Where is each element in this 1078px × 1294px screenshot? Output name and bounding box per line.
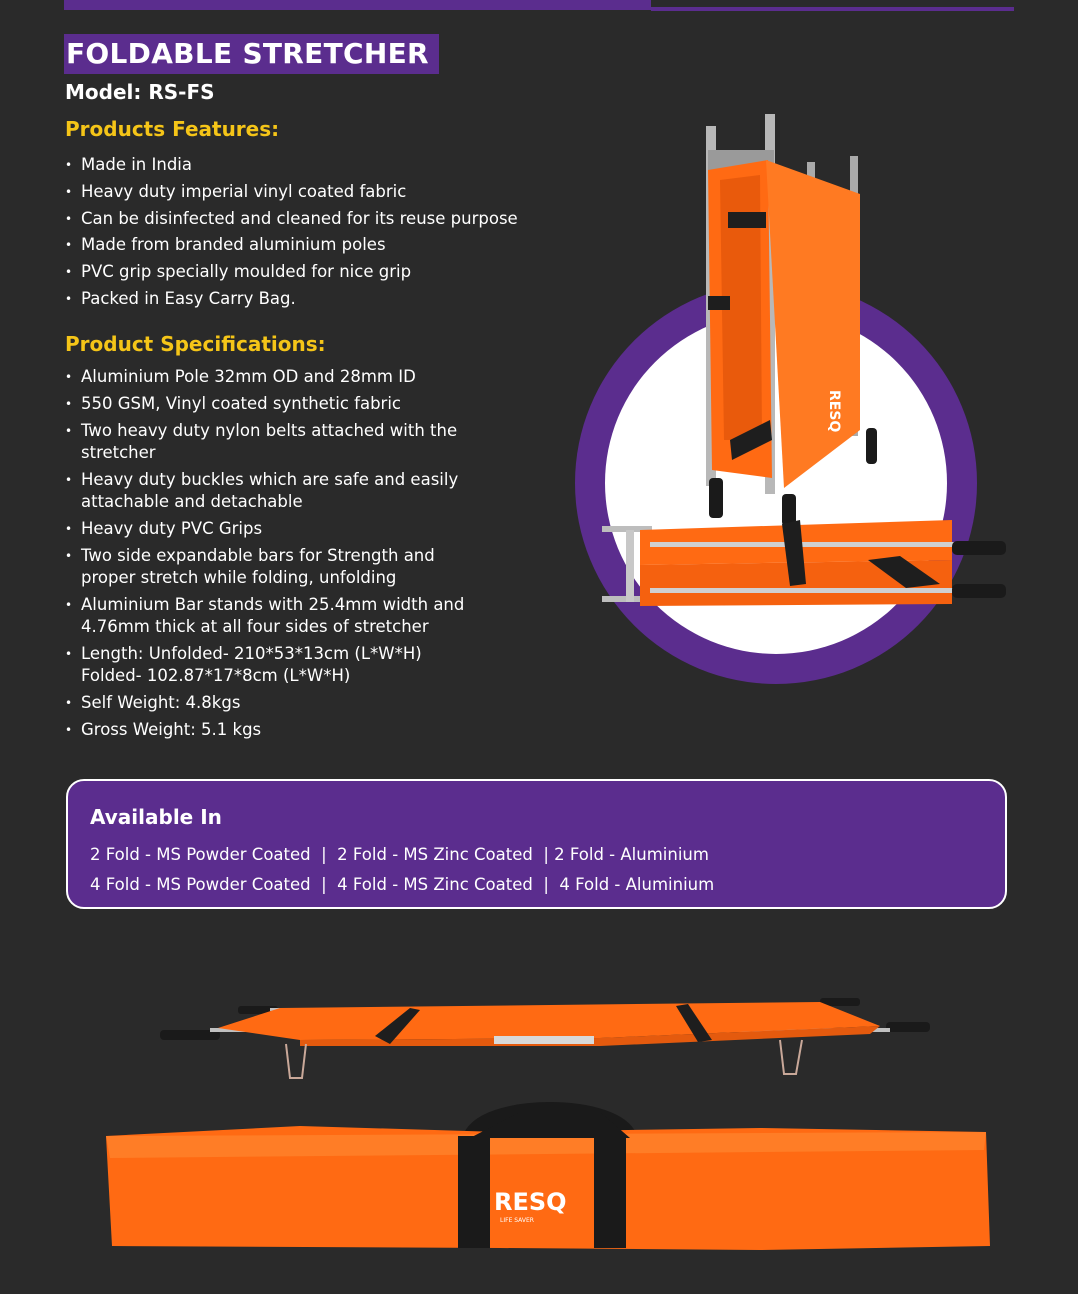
spec-line: Heavy duty PVC Grips [81, 519, 263, 538]
spec-line: 4.76mm thick at all four sides of stretcher [81, 617, 429, 636]
feature-item: • Made from branded aluminium poles [65, 234, 518, 256]
spec-line: Folded- 102.87*17*8cm (L*W*H) [81, 666, 351, 685]
feature-item: • Made in India [65, 154, 518, 176]
spec-line: Two side expandable bars for Strength and [81, 546, 435, 565]
spec-line: Aluminium Pole 32mm OD and 28mm ID [81, 367, 416, 386]
spec-line: Gross Weight: 5.1 kgs [81, 720, 262, 739]
page-title: FOLDABLE STRETCHER [64, 34, 439, 74]
brand-logo-text: RESQ [826, 390, 842, 433]
available-in-box [66, 779, 1007, 909]
spec-line: 550 GSM, Vinyl coated synthetic fabric [81, 394, 402, 413]
specs-heading: Product Specifications: [65, 332, 326, 356]
available-heading: Available In [90, 805, 222, 829]
spec-line: Length: Unfolded- 210*53*13cm (L*W*H) [81, 644, 422, 663]
spec-line: Two heavy duty nylon belts attached with the [81, 421, 458, 440]
feature-item: • Can be disinfected and cleaned for its reuse purpose [65, 208, 518, 230]
feature-item: • Heavy duty imperial vinyl coated fabric [65, 181, 518, 203]
spec-line: attachable and detachable [81, 492, 303, 511]
available-row: 4 Fold - MS Powder Coated | 4 Fold - MS Zinc Coated | 4 Fold - Aluminium [90, 875, 715, 894]
bag-brand-tagline: LIFE SAVER [500, 1217, 534, 1224]
feature-item: • Packed in Easy Carry Bag. [65, 288, 518, 310]
features-heading: Products Features: [65, 117, 280, 141]
product-photo-open-stretcher [160, 998, 930, 1078]
feature-item: • PVC grip specially moulded for nice grip [65, 261, 518, 283]
spec-line: Self Weight: 4.8kgs [81, 693, 241, 712]
spec-line: Heavy duty buckles which are safe and easily [81, 470, 459, 489]
spec-line: proper stretch while folding, unfolding [81, 568, 397, 587]
spec-line: Aluminium Bar stands with 25.4mm width and [81, 595, 465, 614]
product-photo-carry-bag [106, 1110, 990, 1250]
product-photo-stretcher [575, 114, 1006, 684]
model-number: Model: RS-FS [65, 80, 215, 104]
bag-brand-logo: RESQ [494, 1188, 567, 1216]
available-row: 2 Fold - MS Powder Coated | 2 Fold - MS Zinc Coated | 2 Fold - Aluminium [90, 845, 709, 864]
spec-line: stretcher [81, 443, 156, 462]
